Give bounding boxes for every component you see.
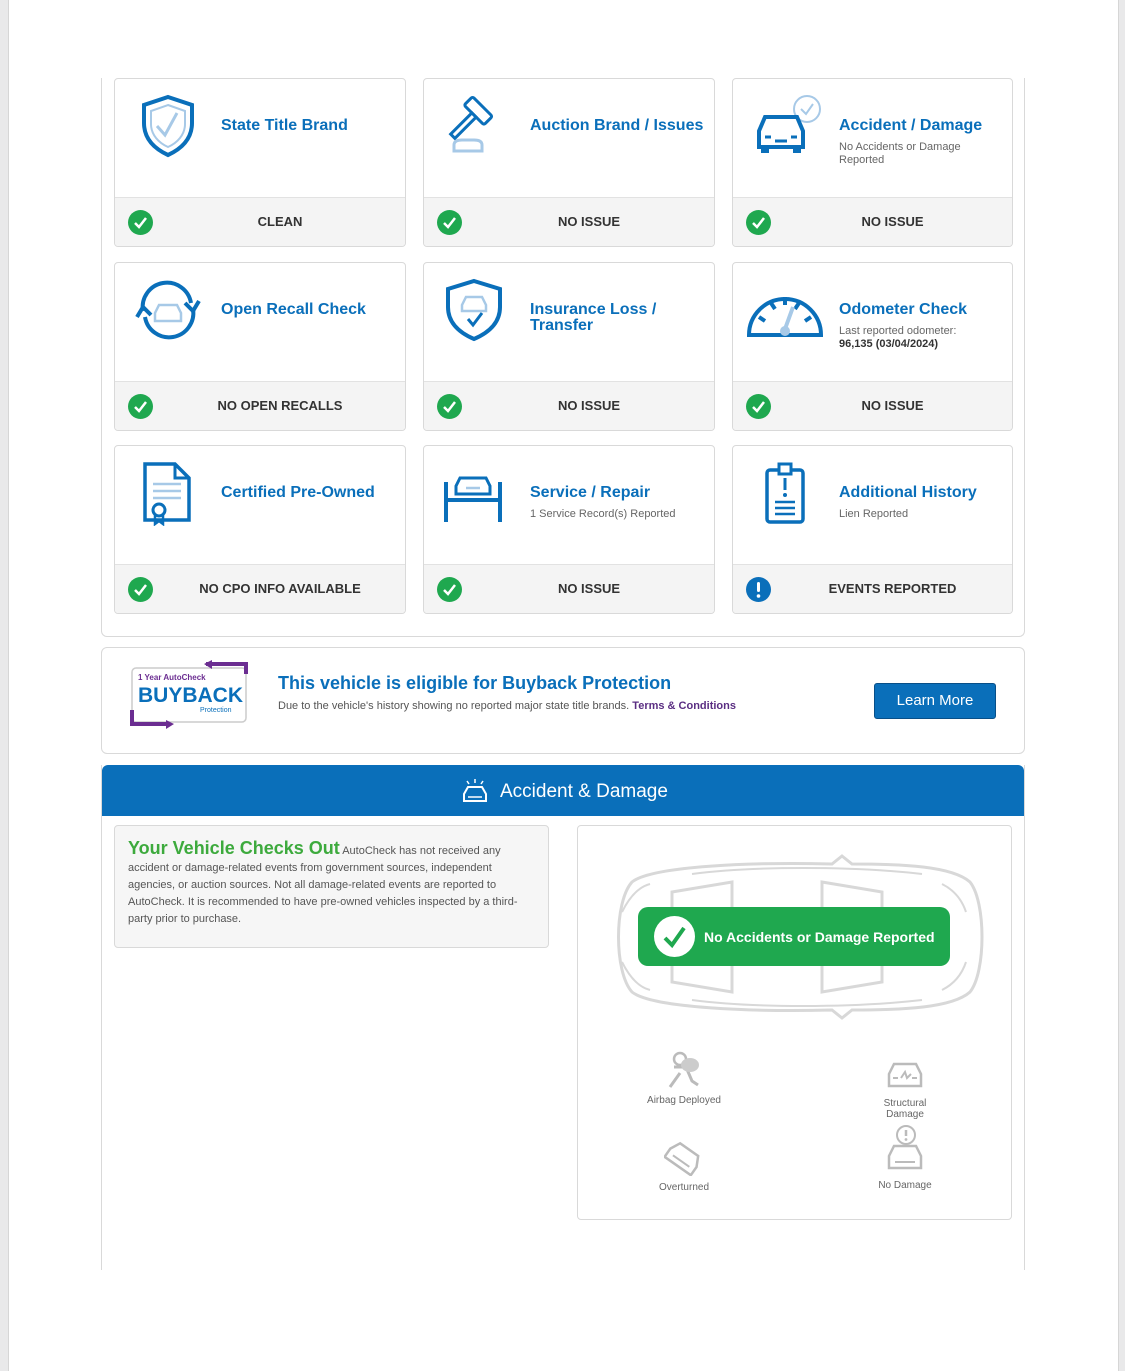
card-title: Service / Repair <box>530 484 651 501</box>
card-title: Open Recall Check <box>221 301 366 318</box>
card-title: Odometer Check <box>839 301 968 318</box>
clipboard-alert-icon <box>751 460 821 526</box>
learn-more-button[interactable]: Learn More <box>874 683 996 719</box>
card-state-title-brand[interactable] <box>114 78 406 247</box>
card-status: CLEAN <box>257 214 303 229</box>
card-certified-pre-owned[interactable] <box>114 445 406 614</box>
certificate-icon <box>133 460 203 526</box>
check-circle-icon <box>128 577 153 602</box>
check-circle-icon <box>746 210 771 235</box>
card-status: NO ISSUE <box>861 398 924 413</box>
buyback-logo <box>128 660 250 730</box>
card-accident-damage[interactable] <box>732 78 1013 247</box>
buyback-banner <box>101 647 1025 754</box>
card-subtitle: No Accidents or Damage Reported <box>839 141 961 166</box>
legend-structural-damage <box>865 1056 945 1120</box>
section-header <box>102 765 1024 816</box>
card-status: NO ISSUE <box>557 581 621 596</box>
checks-out-title: Your Vehicle Checks Out <box>128 838 340 858</box>
card-service-repair[interactable] <box>423 445 715 614</box>
car-crash-icon <box>460 778 490 804</box>
card-subtitle: Lien Reported <box>839 508 909 520</box>
check-circle-icon <box>437 577 462 602</box>
card-title: Accident / Damage <box>839 117 983 134</box>
card-title: Additional History <box>839 484 977 501</box>
card-subtitle: 1 Service Record(s) Reported <box>530 508 676 520</box>
car-alert-icon <box>885 1124 925 1174</box>
vehicle-history-summary-panel <box>101 78 1025 637</box>
check-circle-icon <box>746 394 771 419</box>
card-status: NO ISSUE <box>861 214 924 229</box>
check-circle-icon <box>437 210 462 235</box>
legend-label: Structural Damage <box>883 1098 927 1120</box>
speedometer-icon <box>745 277 825 343</box>
structural-damage-icon <box>885 1056 925 1092</box>
check-circle-icon <box>128 394 153 419</box>
vehicle-checks-out-box <box>114 825 549 948</box>
shield-check-icon <box>133 93 203 159</box>
card-status: NO CPO INFO AVAILABLE <box>199 581 361 596</box>
section-title: Accident & Damage <box>500 781 668 802</box>
card-auction-brand[interactable] <box>423 78 715 247</box>
card-title: State Title Brand <box>221 117 348 134</box>
checks-out-text: AutoCheck has not received any accident or damage-related events from government sources, independent agencies, or auction sources. Not all damage-related events are reported to AutoCheck. It is recommended to have pre-owned vehicles inspected by a third-party prior to purchase. <box>128 845 518 925</box>
gavel-icon <box>442 93 512 159</box>
legend-airbag-deployed <box>644 1051 724 1106</box>
damage-diagram-panel <box>577 825 1012 1220</box>
terms-conditions-link[interactable]: Terms & Conditions <box>632 700 736 712</box>
card-open-recall-check[interactable] <box>114 262 406 431</box>
card-odometer-check[interactable] <box>732 262 1013 431</box>
insurance-shield-icon <box>442 277 512 343</box>
card-insurance-loss[interactable] <box>423 262 715 431</box>
legend-no-damage <box>865 1124 945 1191</box>
badge-check-icon <box>654 916 695 957</box>
legend-label: Overturned <box>658 1182 710 1193</box>
card-title: Certified Pre-Owned <box>221 484 375 501</box>
legend-label: No Damage <box>878 1180 932 1191</box>
accident-damage-section <box>101 765 1025 1270</box>
legend-overturned <box>644 1138 724 1193</box>
checks-out-paragraph <box>128 840 536 928</box>
card-subtitle: Last reported odometer: <box>839 325 957 337</box>
card-status: NO OPEN RECALLS <box>217 398 343 413</box>
legend-label: Airbag Deployed <box>647 1095 721 1106</box>
recall-cycle-icon <box>133 277 203 343</box>
buyback-desc-text: Due to the vehicle's history showing no reported major state title brands. <box>278 700 630 712</box>
car-lift-icon <box>442 460 512 526</box>
check-circle-icon <box>437 394 462 419</box>
buyback-heading: This vehicle is eligible for Buyback Protection <box>278 673 672 693</box>
no-accidents-badge <box>638 907 950 966</box>
card-status: NO ISSUE <box>557 398 621 413</box>
badge-text: No Accidents or Damage Reported <box>704 929 935 945</box>
buyback-description <box>278 700 736 712</box>
card-status: EVENTS REPORTED <box>828 581 957 596</box>
car-check-icon <box>751 93 821 159</box>
card-title: Auction Brand / Issues <box>530 117 704 134</box>
overturned-car-icon <box>664 1138 704 1176</box>
odometer-reading: 96,135 (03/04/2024) <box>839 338 939 350</box>
check-circle-icon <box>128 210 153 235</box>
buyback-logo-sub: Protection <box>200 707 232 714</box>
alert-circle-icon <box>746 577 771 602</box>
card-title: Insurance Loss / Transfer <box>530 301 657 334</box>
airbag-icon <box>666 1051 702 1089</box>
card-additional-history[interactable] <box>732 445 1013 614</box>
buyback-logo-top: 1 Year AutoCheck <box>138 673 206 682</box>
card-status: NO ISSUE <box>557 214 621 229</box>
buyback-logo-main: BUYBACK <box>138 684 243 707</box>
